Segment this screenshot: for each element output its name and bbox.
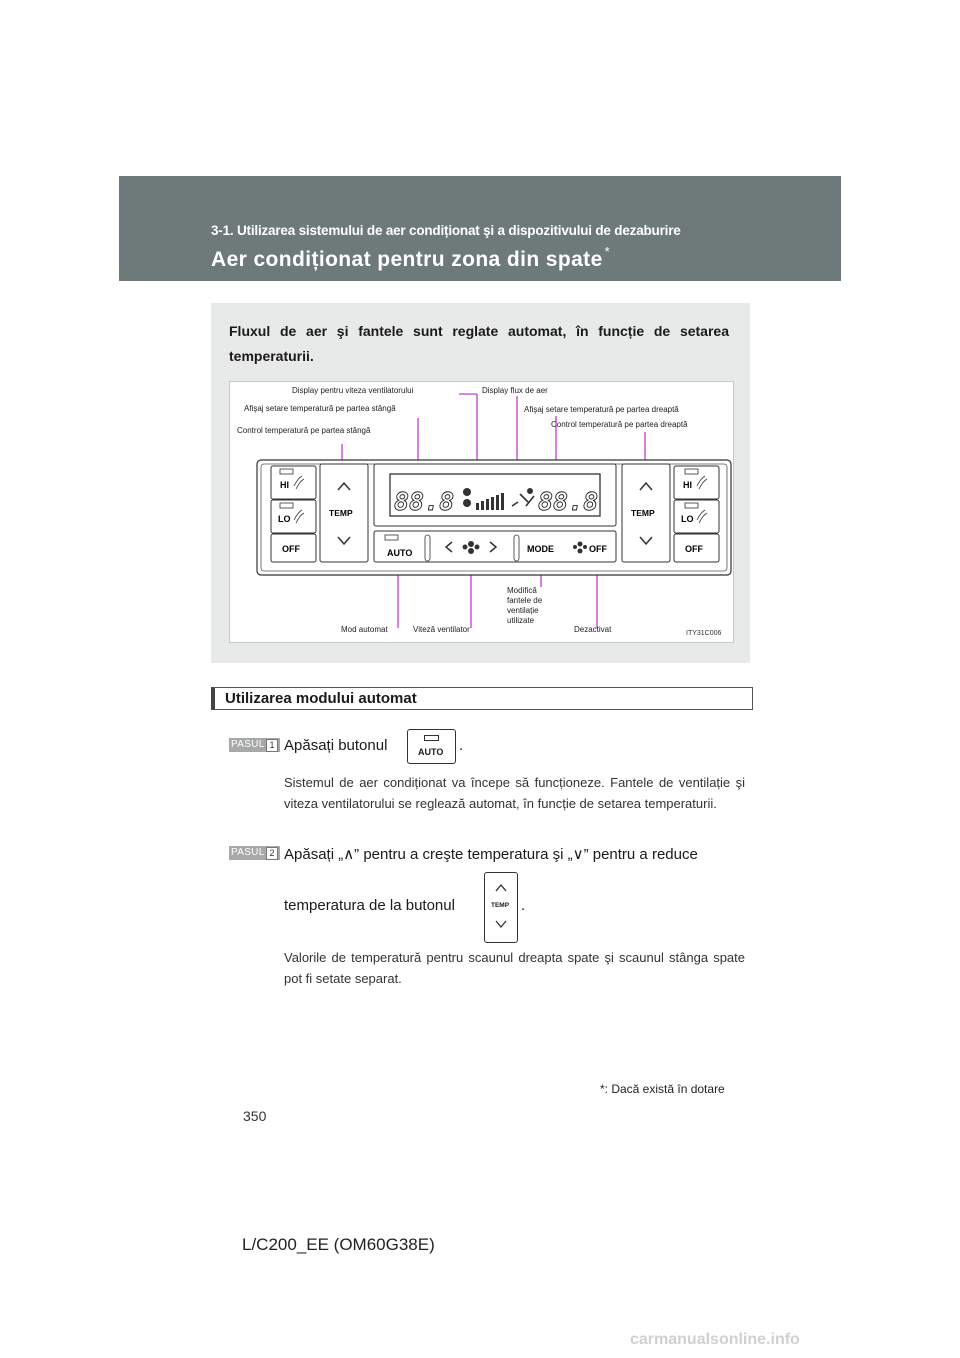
callout-fan-speed-display: Display pentru viteza ventilatorului [292,386,414,395]
step-2-period: . [521,897,526,914]
left-temp-digits: 88.8 [394,487,455,516]
step-1-description: Sistemul de aer condiționat va începe să funcționeze. Fantele de ventilație şi viteza ventilatorului se reglează automat, în funcție de setarea temperaturii. [284,775,745,811]
document-id: L/C200_EE (OM60G38E) [242,1235,435,1254]
step-1-period: . [459,737,464,754]
auto-button-label: AUTO [387,548,413,558]
step-2-tag: PASUL 2 [229,846,280,860]
mode-button-label: MODE [527,544,554,554]
right-off-label: OFF [685,544,703,554]
section-title: 3-1. Utilizarea sistemului de aer condiționat şi a dispozitivului de dezaburire [211,223,681,238]
callout-off: Dezactivat [574,625,612,634]
right-temp-label: TEMP [631,508,655,518]
step-2-line-1: Apăsați „∧” pentru a creşte temperatura şi „∨” pentru a reduce [284,846,698,863]
left-lo-label: LO [278,514,291,524]
step-1-text: Apăsați butonul [284,737,388,754]
left-temp-label: TEMP [329,508,353,518]
chapter-header [119,176,841,281]
page-title: Aer condiționat pentru zona din spate * [211,244,611,271]
subheading [211,687,753,710]
right-lo-label: LO [681,514,694,524]
callout-auto-mode: Mod automat [341,625,388,634]
fan-off-label: OFF [589,544,607,554]
step-2-line-2: temperatura de la butonul [284,897,455,914]
footnote: *: Dacă există în dotare [600,1082,725,1096]
auto-button-icon: AUTO [407,729,456,764]
callout-right-temp-display: Afişaj setare temperatură pe partea dreaptă [524,405,679,414]
figure-code: ITY31C006 [686,630,722,637]
left-hi-label: HI [280,480,289,490]
subheading-text: Utilizarea modului automat [225,690,417,707]
watermark: carmanualsonline.info [630,1331,800,1348]
step-1-tag: PASUL 1 [229,738,280,752]
callout-left-temp-display: Afişaj setare temperatură pe partea stângă [244,404,396,413]
step-2-description: Valorile de temperatură pentru scaunul dreapta spate şi scaunul stânga spate pot fi setate separat. [284,950,745,986]
callout-right-temp-control: Control temperatură pe partea dreaptă [551,420,688,429]
temp-button-icon: TEMP [484,872,518,943]
page-number: 350 [243,1108,267,1124]
info-box [211,303,750,663]
callout-change-vents: Modifică fantele de ventilație utilizate [507,586,543,625]
left-off-label: OFF [282,544,300,554]
right-temp-digits: 88.8 [538,487,599,516]
intro-text: Fluxul de aer şi fantele sunt reglate automat, în funcție de setarea temperaturii. [229,323,729,364]
option-mark: * [604,244,611,259]
callout-left-temp-control: Control temperatură pe partea stângă [237,426,371,435]
callout-fan-speed: Viteză ventilator [413,625,470,634]
right-hi-label: HI [683,480,692,490]
control-panel-diagram [229,381,734,643]
callout-airflow-display: Display flux de aer [482,386,548,395]
